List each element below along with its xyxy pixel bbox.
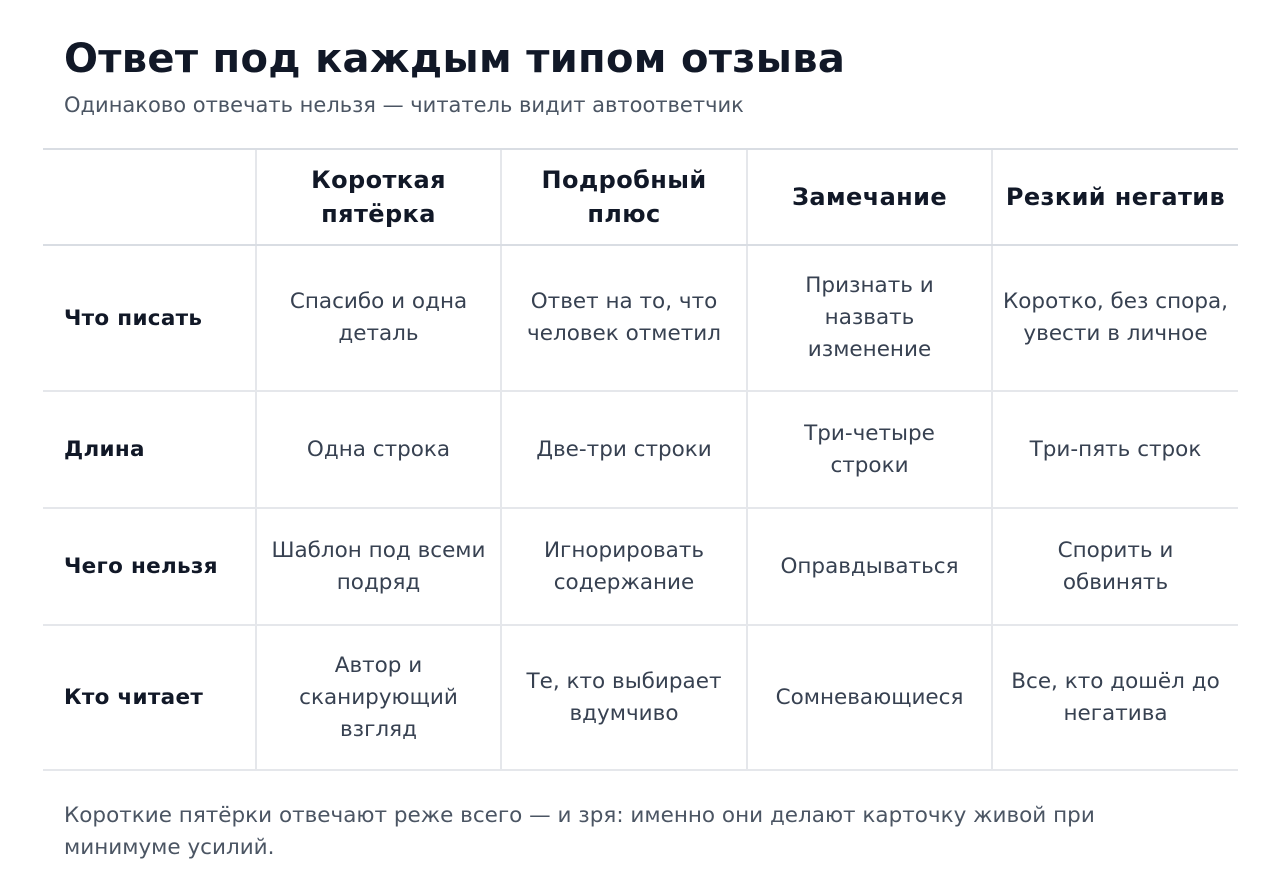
cell-text: Две-три строки bbox=[536, 436, 712, 462]
table-cell bbox=[256, 391, 501, 508]
table-row bbox=[43, 508, 1238, 625]
page-title: Ответ под каждым типом отзыва bbox=[64, 36, 846, 82]
table-cell bbox=[256, 625, 501, 770]
row-label-what-not-to-do: Чего нельзя bbox=[43, 508, 256, 625]
table-row bbox=[43, 391, 1238, 508]
cell-text: Одна строка bbox=[306, 436, 451, 462]
cell-text: Три-четыре строки bbox=[804, 420, 935, 478]
table-cell bbox=[501, 391, 747, 508]
row-label-length: Длина bbox=[43, 391, 256, 508]
table-cell bbox=[747, 391, 992, 508]
table-row bbox=[43, 245, 1238, 391]
row-label-who-reads: Кто читает bbox=[43, 625, 256, 770]
table-cell bbox=[256, 245, 501, 391]
table-row bbox=[43, 625, 1238, 770]
table-cell bbox=[501, 625, 747, 770]
reply-matrix-table bbox=[43, 148, 1238, 771]
column-header-remark: Замечание bbox=[747, 149, 992, 245]
table-cell bbox=[501, 245, 747, 391]
column-header-short-five: Короткая пятёрка bbox=[256, 149, 501, 245]
cell-text: Спорить и обвинять bbox=[1057, 537, 1174, 595]
footnote: Короткие пятёрки отвечают реже всего — и зря: именно они делают карточку живой при минимуме усилий. bbox=[64, 803, 1095, 860]
cell-text: Оправдываться bbox=[780, 553, 959, 579]
cell-text: Те, кто выбирает вдумчиво bbox=[526, 668, 722, 726]
row-label-what-to-write: Что писать bbox=[43, 245, 256, 391]
cell-text: Автор и сканирующий взгляд bbox=[299, 652, 458, 742]
cell-text: Признать и назвать изменение bbox=[805, 273, 934, 362]
table-cell bbox=[747, 508, 992, 625]
cell-text: Все, кто дошёл до негатива bbox=[1011, 668, 1220, 726]
table-cell bbox=[747, 625, 992, 770]
table-cell bbox=[747, 245, 992, 391]
page-subtitle: Одинаково отвечать нельзя — читатель видит автоответчик bbox=[64, 93, 744, 117]
table-cell bbox=[256, 508, 501, 625]
table-cell bbox=[992, 391, 1238, 508]
corner-cell bbox=[43, 149, 256, 245]
table-header-row bbox=[43, 149, 1238, 245]
table-cell bbox=[992, 245, 1238, 391]
cell-text: Спасибо и одна деталь bbox=[289, 289, 468, 346]
cell-text: Ответ на то, что человек отметил bbox=[527, 289, 721, 346]
cell-text: Коротко, без спора, увести в личное bbox=[1003, 289, 1228, 346]
table-cell bbox=[992, 625, 1238, 770]
cell-text: Шаблон под всеми подряд bbox=[271, 537, 486, 595]
column-header-detailed-plus: Подробный плюс bbox=[501, 149, 747, 245]
table-cell bbox=[992, 508, 1238, 625]
cell-text: Сомневающиеся bbox=[775, 684, 964, 710]
table-cell bbox=[501, 508, 747, 625]
column-header-harsh-negative: Резкий негатив bbox=[992, 149, 1238, 245]
cell-text: Игнорировать содержание bbox=[543, 537, 705, 595]
cell-text: Три-пять строк bbox=[1029, 436, 1202, 462]
